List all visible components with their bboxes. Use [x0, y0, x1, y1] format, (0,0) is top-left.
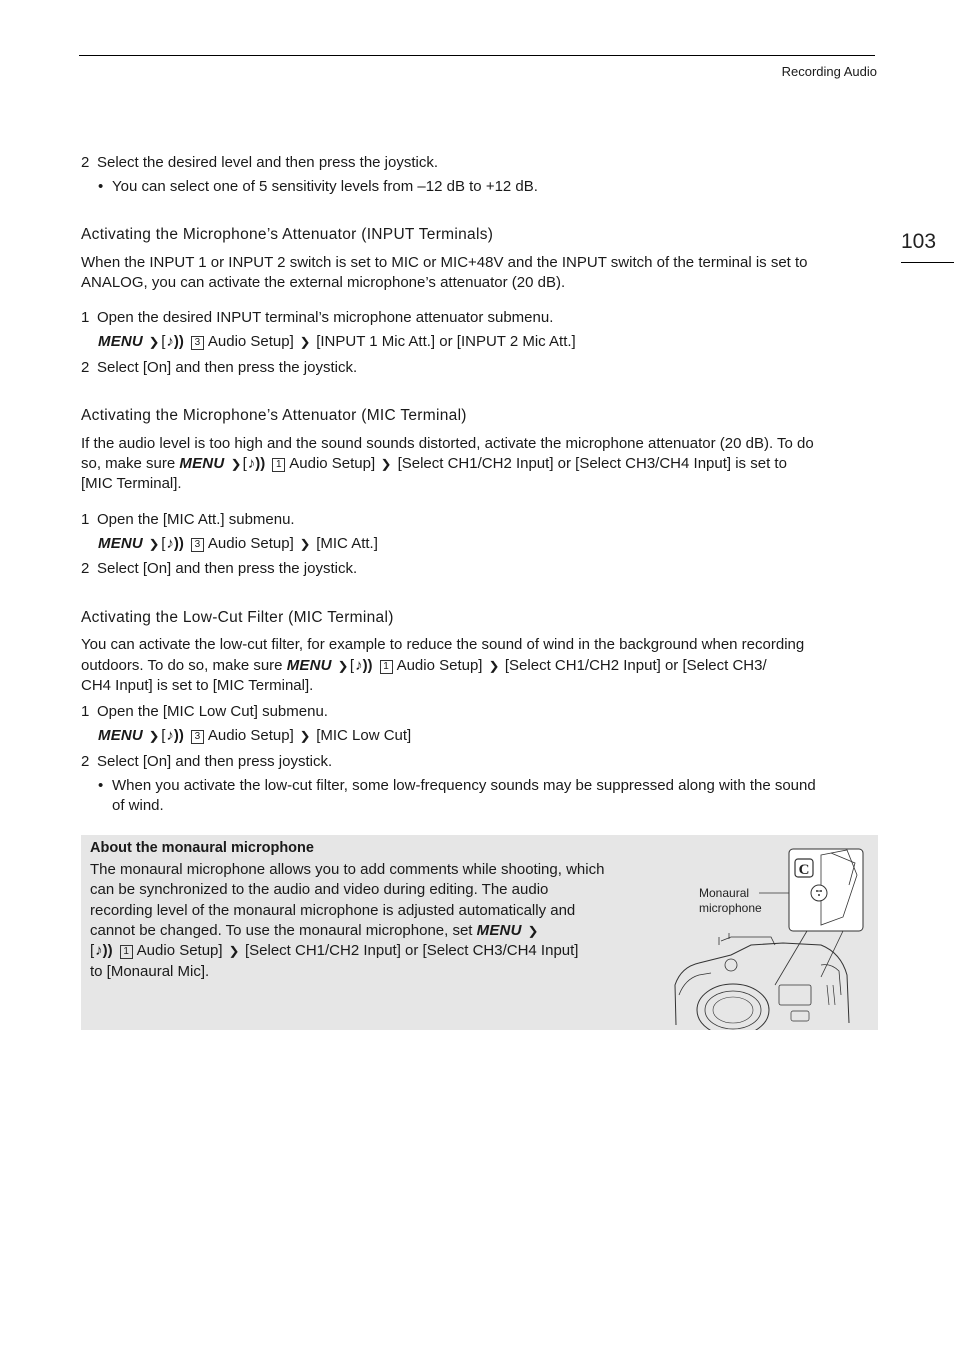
bullet-dot: •: [98, 178, 104, 195]
menu-path-target: [INPUT 1 Mic Att.] or [INPUT 2 Mic Att.]: [316, 333, 576, 350]
step-number: 2: [81, 560, 90, 577]
section-heading: Activating the Microphone’s Attenuator (INPUT Terminals): [81, 226, 494, 243]
step-1: [81, 308, 553, 328]
step-text: Open the [MIC Att.] submenu.: [97, 511, 295, 528]
menu-page-number: 1: [380, 660, 393, 674]
page-number: 103: [901, 230, 937, 253]
paragraph-line: so, make sure MENU ❯[♪)) 1 Audio Setup] ❯ [Select CH1/CH2 Input] or [Select CH3/CH4 Input] is set to: [81, 455, 787, 472]
paragraph-line: CH4 Input] is set to [MIC Terminal].: [81, 677, 314, 694]
step-1: [81, 510, 295, 530]
paragraph-line: You can activate the low-cut filter, for example to reduce the sound of wind in the background when recording: [81, 636, 805, 653]
section-heading: Activating the Microphone’s Attenuator (MIC Terminal): [81, 407, 467, 424]
arrow-icon: ❯: [299, 729, 311, 743]
note-line: to [Monaural Mic].: [90, 963, 210, 980]
header-section-title: Recording Audio: [781, 64, 877, 79]
menu-path-target: [MIC Att.]: [316, 535, 378, 552]
step-number: 2: [81, 359, 90, 376]
audio-icon: ♪)): [166, 535, 184, 552]
step-number: 1: [81, 511, 90, 528]
bullet-text: When you activate the low-cut filter, some low-frequency sounds may be suppressed along with the sound: [112, 777, 816, 794]
paragraph-text: [Select CH1/CH2 Input] or [Select CH3/: [504, 657, 767, 674]
step-text: Select the desired level and then press the joystick.: [97, 154, 439, 171]
menu-path-audio: Audio Setup]: [396, 657, 483, 674]
bullet-continuation: of wind.: [112, 797, 164, 814]
menu-path: MENU ❯[♪)) 3 Audio Setup] ❯ [MIC Att.]: [98, 535, 378, 552]
step-text: Open the [MIC Low Cut] submenu.: [97, 703, 328, 720]
audio-icon: ♪)): [355, 657, 373, 674]
arrow-icon: ❯: [527, 924, 539, 938]
step-2: [81, 358, 357, 378]
header-rule: [79, 55, 875, 56]
note-line: The monaural microphone allows you to add comments while shooting, which: [90, 861, 605, 878]
menu-path-audio: Audio Setup]: [136, 942, 223, 959]
menu-page-number: 1: [120, 945, 133, 959]
arrow-icon: ❯: [299, 537, 311, 551]
arrow-icon: ❯: [148, 537, 160, 551]
arrow-icon: ❯: [380, 457, 392, 471]
step-text: Select [On] and then press the joystick.: [97, 359, 358, 376]
arrow-icon: ❯: [488, 659, 500, 673]
step-number: 1: [81, 309, 90, 326]
audio-icon: ♪)): [95, 942, 113, 959]
step-text: Open the desired INPUT terminal’s microphone attenuator submenu.: [97, 309, 554, 326]
camera-illustration: [671, 845, 871, 1030]
paragraph-line: When the INPUT 1 or INPUT 2 switch is set to MIC or MIC+48V and the INPUT switch of the terminal is set to: [81, 254, 808, 271]
step-2: [81, 559, 357, 579]
note-box: [81, 835, 878, 1030]
menu-label: MENU: [98, 535, 143, 552]
menu-page-number: 3: [191, 538, 204, 552]
page-number-rule: [901, 262, 954, 263]
audio-icon: ♪)): [247, 455, 266, 472]
menu-label: MENU: [286, 657, 332, 674]
step-1: [81, 702, 328, 722]
step-number: 2: [81, 154, 90, 171]
menu-label: MENU: [98, 333, 143, 350]
bullet-text: You can select one of 5 sensitivity levels from –12 dB to +12 dB.: [112, 178, 538, 195]
paragraph-line: [MIC Terminal].: [81, 475, 182, 492]
mode-badge: C: [798, 862, 810, 878]
menu-path-target: [MIC Low Cut]: [316, 727, 412, 744]
arrow-icon: ❯: [230, 457, 242, 471]
arrow-icon: ❯: [148, 335, 160, 349]
menu-page-number: 3: [191, 730, 204, 744]
arrow-icon: ❯: [337, 659, 349, 673]
paragraph-line: outdoors. To do so, make sure MENU ❯[♪)) 1 Audio Setup] ❯ [Select CH1/CH2 Input] or [Select CH3/: [81, 657, 767, 674]
menu-path-audio: Audio Setup]: [207, 535, 294, 552]
callout-line: microphone: [699, 901, 762, 915]
menu-path-audio: Audio Setup]: [207, 333, 294, 350]
step-text: Select [On] and then press joystick.: [97, 753, 333, 770]
step-number: 1: [81, 703, 90, 720]
menu-path: MENU ❯[♪)) 3 Audio Setup] ❯ [MIC Low Cut]: [98, 727, 412, 744]
bullet-item: [98, 776, 816, 796]
bullet-item: [98, 177, 538, 197]
audio-icon: ♪)): [166, 333, 184, 350]
bullet-dot: •: [98, 777, 104, 794]
audio-icon: ♪)): [166, 727, 184, 744]
menu-path-audio: Audio Setup]: [289, 455, 376, 472]
note-line: [♪)) 1 Audio Setup] ❯ [Select CH1/CH2 Input] or [Select CH3/CH4 Input]: [90, 942, 579, 959]
section-heading: Activating the Low-Cut Filter (MIC Terminal): [81, 609, 394, 626]
arrow-icon: ❯: [299, 335, 311, 349]
menu-page-number: 3: [191, 336, 204, 350]
step-number: 2: [81, 753, 90, 770]
menu-label: MENU: [476, 922, 522, 939]
menu-path: MENU ❯[♪)) 3 Audio Setup] ❯ [INPUT 1 Mic Att.] or [INPUT 2 Mic Att.]: [98, 333, 576, 350]
note-line: [90, 922, 540, 939]
note-line: can be synchronized to the audio and video during editing. The audio: [90, 881, 549, 898]
step-2: [81, 752, 332, 772]
step-2: [81, 153, 438, 173]
arrow-icon: ❯: [228, 944, 240, 958]
note-line: recording level of the monaural microphone is adjusted automatically and: [90, 902, 576, 919]
note-text: [Select CH1/CH2 Input] or [Select CH3/CH4 Input]: [244, 942, 579, 959]
note-text: cannot be changed. To use the monaural microphone, set: [90, 922, 473, 939]
menu-label: MENU: [98, 727, 143, 744]
menu-path-audio: Audio Setup]: [207, 727, 294, 744]
paragraph-line: ANALOG, you can activate the external microphone’s attenuator (20 dB).: [81, 274, 566, 291]
arrow-icon: ❯: [148, 729, 160, 743]
paragraph-line: If the audio level is too high and the sound sounds distorted, activate the microphone attenuator (20 dB). To do: [81, 435, 814, 452]
paragraph-text: outdoors. To do so, make sure: [81, 657, 283, 674]
menu-page-number: 1: [272, 458, 285, 472]
paragraph-text: [Select CH1/CH2 Input] or [Select CH3/CH4 Input] is set to: [397, 455, 787, 472]
menu-label: MENU: [179, 455, 225, 472]
callout-line: Monaural: [699, 886, 750, 900]
step-text: Select [On] and then press the joystick.: [97, 560, 358, 577]
note-title: About the monaural microphone: [90, 840, 314, 856]
paragraph-text: so, make sure: [81, 455, 176, 472]
